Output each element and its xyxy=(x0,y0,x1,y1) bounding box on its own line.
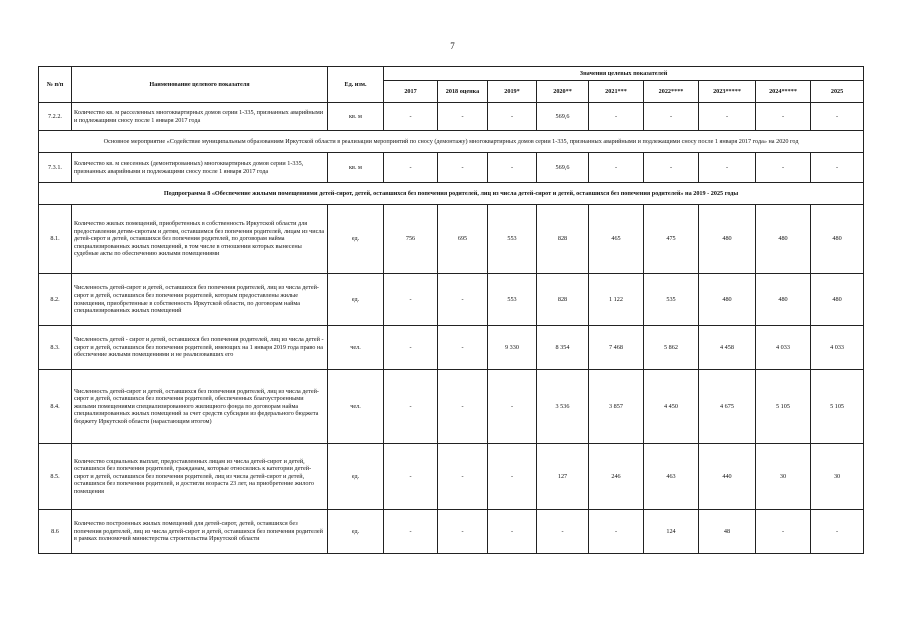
row-value: 30 xyxy=(811,444,864,510)
row-value: - xyxy=(438,326,488,370)
row-value: - xyxy=(488,510,537,554)
row-value: 463 xyxy=(644,444,699,510)
row-value: 4 458 xyxy=(699,326,756,370)
row-value: 127 xyxy=(537,444,589,510)
row-value: - xyxy=(699,103,756,131)
row-value: - xyxy=(537,510,589,554)
row-value: - xyxy=(756,510,811,554)
row-value: 3 536 xyxy=(537,370,589,444)
row-value: - xyxy=(488,370,537,444)
row-unit: чел. xyxy=(328,370,384,444)
row-num: 8.5. xyxy=(39,444,72,510)
row-value: - xyxy=(438,274,488,326)
header-year: 2023***** xyxy=(699,81,756,103)
row-value: 9 330 xyxy=(488,326,537,370)
row-value: 480 xyxy=(756,274,811,326)
row-value: 3 857 xyxy=(589,370,644,444)
row-value: 4 033 xyxy=(756,326,811,370)
row-value: 7 468 xyxy=(589,326,644,370)
header-num: № п/п xyxy=(39,67,72,103)
row-name: Количество кв. м снесенных (демонтированных) многоквартирных домов серии 1-335, признанных аварийными и подлежащими сносу после 1 января 2017 года xyxy=(72,153,328,183)
row-unit: ед. xyxy=(328,274,384,326)
row-name: Численность детей-сирот и детей, оставшихся без попечения родителей, лиц из числа детей-сирот и детей, оставшихся без попечения родителей, обеспеченных благоустроенными жилыми помещениями специализированного жилищного фонда по договорам найма специализированных жилых помещений за счет средств субсидии из федерального бюджета бюджету Иркутской области (нарастающим итогом) xyxy=(72,370,328,444)
row-value: - xyxy=(438,370,488,444)
row-value: 553 xyxy=(488,274,537,326)
row-value: - xyxy=(438,444,488,510)
row-value: - xyxy=(699,153,756,183)
section-row xyxy=(39,183,864,205)
row-value: 5 105 xyxy=(811,370,864,444)
table-row xyxy=(39,326,864,370)
row-num: 7.3.1. xyxy=(39,153,72,183)
row-value: 828 xyxy=(537,205,589,274)
row-value: - xyxy=(384,326,438,370)
page-number: 7 xyxy=(450,41,455,51)
row-unit: чел. xyxy=(328,326,384,370)
row-value: 828 xyxy=(537,274,589,326)
header-year: 2021*** xyxy=(589,81,644,103)
activity-title: Основное мероприятие «Содействие муниципальным образованиям Иркутской области в реализации мероприятий по сносу (демонтажу) многоквартирных домов серии 1-335, признанных аварийными и подлежащими сносу после 1 января 2017 года» на 2020 год xyxy=(39,131,864,153)
row-value: - xyxy=(756,153,811,183)
row-value: 246 xyxy=(589,444,644,510)
target-indicators-table xyxy=(38,66,864,554)
row-value: 480 xyxy=(811,205,864,274)
activity-row xyxy=(39,131,864,153)
row-value: - xyxy=(589,103,644,131)
header-year: 2020** xyxy=(537,81,589,103)
row-name: Количество жилых помещений, приобретенных в собственность Иркутской области для предоставления детям-сиротам и детям, оставшимся без попечения родителей, лицам из числа детей-сирот и детей, оставшихся без попечения родителей, по договорам найма специализированных жилых помещений, в том числе в отношении которых вынесены судебные акты по обеспечению жилыми помещениями xyxy=(72,205,328,274)
row-value: - xyxy=(384,153,438,183)
row-value: - xyxy=(811,153,864,183)
row-value: - xyxy=(384,444,438,510)
row-value: - xyxy=(384,274,438,326)
row-value: - xyxy=(384,370,438,444)
row-value: 756 xyxy=(384,205,438,274)
row-value: 4 450 xyxy=(644,370,699,444)
subprogram-title: Подпрограмма 8 «Обеспечение жилыми помещениями детей-сирот, детей, оставшихся без попечения родителей, лиц из числа детей-сирот и детей, оставшихся без попечения родителей» на 2019 - 2025 годы xyxy=(39,183,864,205)
header-year: 2019* xyxy=(488,81,537,103)
row-value: 48 xyxy=(699,510,756,554)
row-value: - xyxy=(488,103,537,131)
table-row xyxy=(39,205,864,274)
row-name: Количество построенных жилых помещений для детей-сирот, детей, оставшихся без попечения родителей, лиц из числа детей-сирот и детей, оставшихся без попечения родителей в рамках полномочий министерства строительства Иркутской области xyxy=(72,510,328,554)
row-name: Численность детей - сирот и детей, оставшихся без попечения родителей, лиц из числа детей - сирот и детей, оставшихся без попечения родителей, имеющих на 1 января 2019 года право на обеспечение жилыми помещениями и не реализовавших его xyxy=(72,326,328,370)
row-value: 480 xyxy=(699,205,756,274)
table-row xyxy=(39,274,864,326)
row-value: - xyxy=(438,510,488,554)
row-value: - xyxy=(438,153,488,183)
row-value: 8 354 xyxy=(537,326,589,370)
row-value: 475 xyxy=(644,205,699,274)
row-value: 5 862 xyxy=(644,326,699,370)
row-unit: ед. xyxy=(328,205,384,274)
row-value: 480 xyxy=(756,205,811,274)
row-value: 695 xyxy=(438,205,488,274)
header-year: 2022**** xyxy=(644,81,699,103)
row-value: - xyxy=(811,103,864,131)
header-year: 2025 xyxy=(811,81,864,103)
row-unit: ед. xyxy=(328,510,384,554)
row-name: Количество социальных выплат, предоставленных лицам из числа детей-сирот и детей, оставшихся без попечения родителей, гражданам, которые относились к категории детей-сирот и детей, оставшихся без попечения родителей, лиц из числа детей-сирот и детей, оставшихся без попечения родителей, и достигли возраста 23 лет, на приобретение жилого помещения xyxy=(72,444,328,510)
row-value: - xyxy=(384,510,438,554)
row-value: 1 122 xyxy=(589,274,644,326)
header-year: 2017 xyxy=(384,81,438,103)
row-name: Количество кв. м расселенных многоквартирных домов серии 1-335, признанных аварийными и подлежащими сносу после 1 января 2017 года xyxy=(72,103,328,131)
row-value: - xyxy=(644,153,699,183)
row-name: Численность детей-сирот и детей, оставшихся без попечения родителей, лиц из числа детей-сирот и детей, оставшихся без попечения родителей, которым предоставлены жилые помещения, приобретенные в собственность Иркутской области, по договорам найма специализированных жилых помещений xyxy=(72,274,328,326)
row-value: - xyxy=(488,444,537,510)
row-num: 8.6 xyxy=(39,510,72,554)
table-row xyxy=(39,153,864,183)
row-value: 480 xyxy=(811,274,864,326)
row-num: 8.2. xyxy=(39,274,72,326)
row-num: 8.4. xyxy=(39,370,72,444)
row-value: 30 xyxy=(756,444,811,510)
row-value: - xyxy=(644,103,699,131)
table-row xyxy=(39,510,864,554)
table-row xyxy=(39,103,864,131)
header-name: Наименование целевого показателя xyxy=(72,67,328,103)
row-unit: кв. м xyxy=(328,103,384,131)
row-value: - xyxy=(488,153,537,183)
row-value: - xyxy=(438,103,488,131)
header-year: 2024***** xyxy=(756,81,811,103)
row-value: 480 xyxy=(699,274,756,326)
row-value: 569,6 xyxy=(537,103,589,131)
table-row xyxy=(39,370,864,444)
table-row xyxy=(39,444,864,510)
row-value: 440 xyxy=(699,444,756,510)
header-unit: Ед. изм. xyxy=(328,67,384,103)
row-value: 535 xyxy=(644,274,699,326)
row-value: - xyxy=(756,103,811,131)
table-header xyxy=(39,67,864,103)
row-value: - xyxy=(384,103,438,131)
row-value: 5 105 xyxy=(756,370,811,444)
row-num: 8.1. xyxy=(39,205,72,274)
row-value: 4 675 xyxy=(699,370,756,444)
row-value: 569,6 xyxy=(537,153,589,183)
row-value: 553 xyxy=(488,205,537,274)
row-value: - xyxy=(589,510,644,554)
row-value: 465 xyxy=(589,205,644,274)
header-year: 2018 оценка xyxy=(438,81,488,103)
row-value: - xyxy=(811,510,864,554)
row-value: 124 xyxy=(644,510,699,554)
row-unit: кв. м xyxy=(328,153,384,183)
row-value: - xyxy=(589,153,644,183)
row-num: 8.3. xyxy=(39,326,72,370)
row-unit: ед. xyxy=(328,444,384,510)
row-num: 7.2.2. xyxy=(39,103,72,131)
row-value: 4 033 xyxy=(811,326,864,370)
header-values-title: Значения целевых показателей xyxy=(384,67,864,81)
